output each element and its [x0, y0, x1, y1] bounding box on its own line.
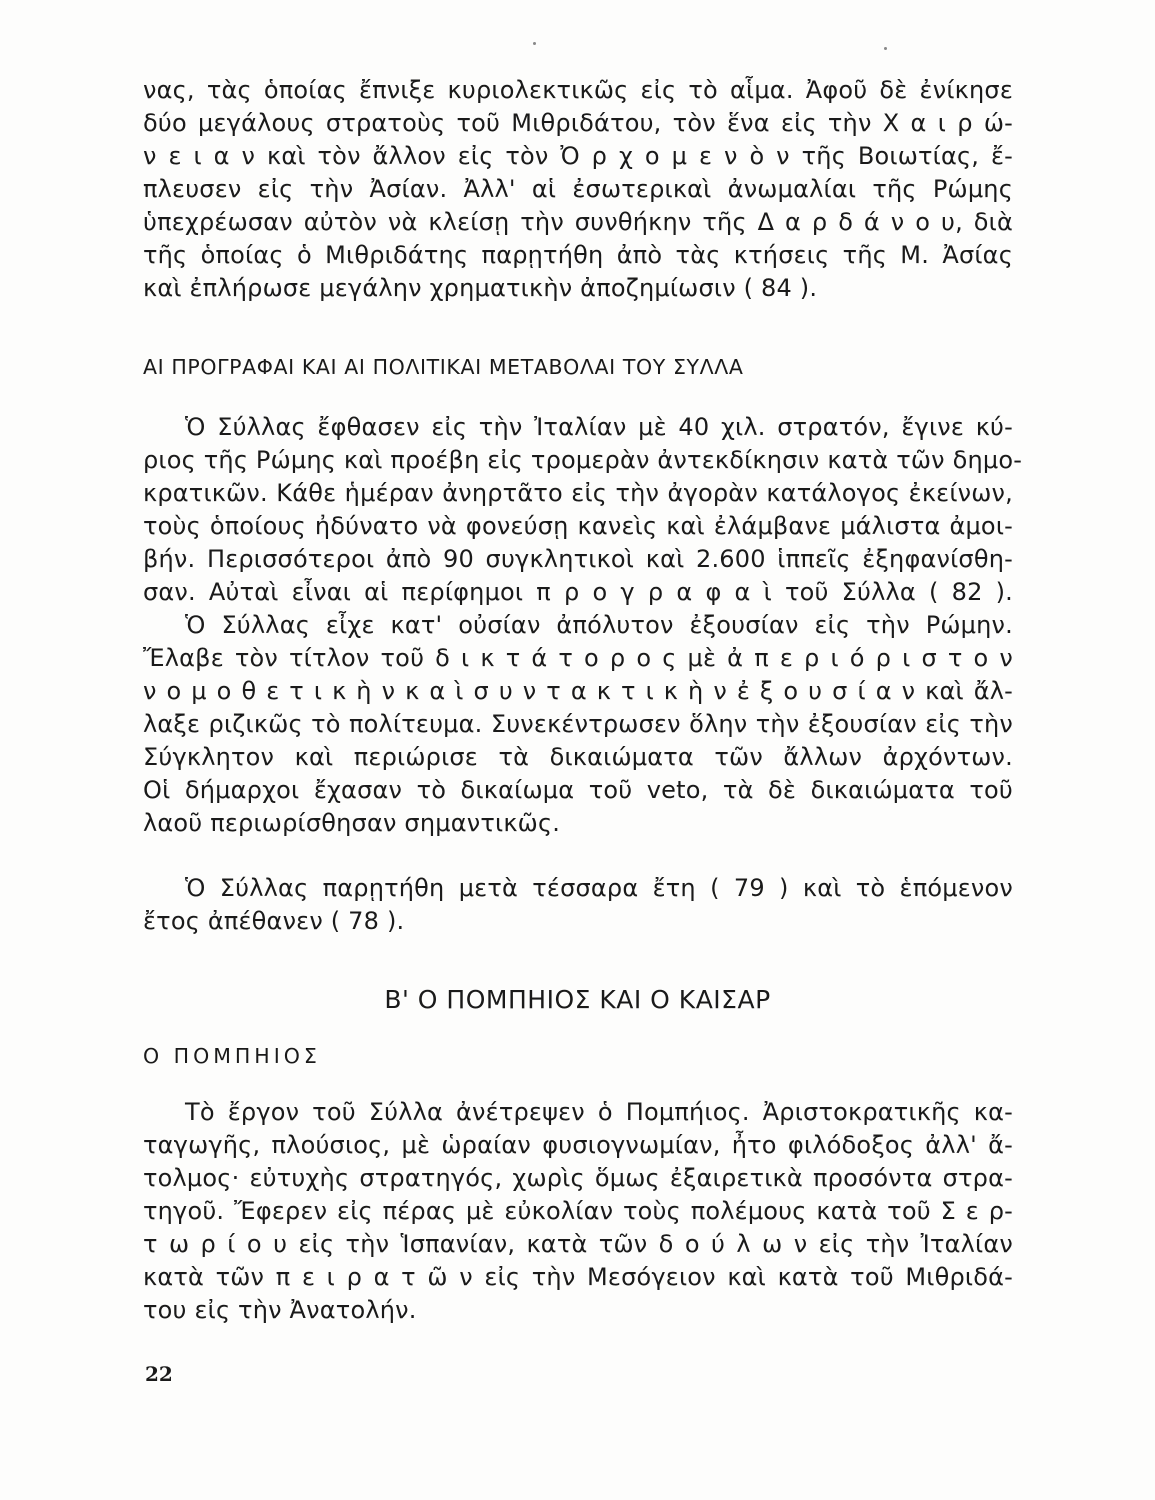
text-line: ν ο μ ο θ ε τ ι κ ὴ ν κ α ὶ σ υ ν τ α κ τ ι κ ὴ ν ἐ ξ ο υ σ ί α ν καὶ ἄλ- — [143, 677, 1013, 705]
print-speck — [533, 42, 536, 45]
text-line: ριος τῆς Ρώμης καὶ προέβη εἰς τρομερὰν ἀντεκδίκησιν κατὰ τῶν δημο- — [143, 446, 1023, 474]
text-line: ταγωγῆς, πλούσιος, μὲ ὡραίαν φυσιογνωμίαν, ἦτο φιλόδοξος ἀλλ' ἄ- — [143, 1131, 1013, 1159]
text-line: του εἰς τὴν Ἀνατολήν. — [143, 1296, 417, 1324]
page-number: 22 — [145, 1362, 173, 1386]
text-line: σαν. Αὐταὶ εἶναι αἱ περίφημοι π ρ ο γ ρ α φ α ὶ τοῦ Σύλλα ( 82 ). — [143, 578, 1013, 606]
text-line: τῆς ὁποίας ὁ Μιθριδάτης παρῃτήθη ἀπὸ τὰς κτήσεις τῆς Μ. Ἀσίας — [143, 241, 1013, 269]
text-line: Τὸ ἔργον τοῦ Σύλλα ἀνέτρεψεν ὁ Πομπήιος. Ἀριστοκρατικῆς κα- — [185, 1098, 1013, 1126]
text-line: ὑπεχρέωσαν αὐτὸν νὰ κλείσῃ τὴν συνθήκην τῆς Δ α ρ δ ά ν ο υ, διὰ — [143, 208, 1013, 236]
paragraph-dictatorship — [143, 609, 1013, 840]
text-line: βήν. Περισσότεροι ἀπὸ 90 συγκλητικοὶ καὶ 2.600 ἱππεῖς ἐξηφανίσθη- — [143, 545, 1013, 573]
text-line: κρατικῶν. Κάθε ἡμέραν ἀνηρτᾶτο εἰς τὴν ἀγορὰν κατάλογος ἐκείνων, — [143, 479, 1013, 507]
text-line: δύο μεγάλους στρατοὺς τοῦ Μιθριδάτου, τὸν ἕνα εἰς τὴν Χ α ι ρ ώ- — [143, 109, 1013, 137]
text-line: λαοῦ περιωρίσθησαν σημαντικῶς. — [143, 809, 561, 837]
text-line: πλευσεν εἰς τὴν Ἀσίαν. Ἀλλ' αἱ ἐσωτερικαὶ ἀνωμαλίαι τῆς Ρώμης — [143, 175, 1013, 203]
paragraph-abdication — [143, 872, 1013, 938]
paragraph-pompey — [143, 1096, 1013, 1327]
text-line: Ὁ Σύλλας ἔφθασεν εἰς τὴν Ἰταλίαν μὲ 40 χιλ. στρατόν, ἔγινε κύ- — [185, 413, 1013, 441]
print-speck — [884, 47, 887, 50]
section-heading-pompey: Ο ΠΟΜΠΗΙΟΣ — [143, 1044, 321, 1068]
text-line: τ ω ρ ί ο υ εἰς τὴν Ἱσπανίαν, κατὰ τῶν δ ο ύ λ ω ν εἰς τὴν Ἰταλίαν — [143, 1230, 1013, 1258]
section-heading-proscriptions: ΑΙ ΠΡΟΓΡΑΦΑΙ ΚΑΙ ΑΙ ΠΟΛΙΤΙΚΑΙ ΜΕΤΑΒΟΛΑΙ ΤΟΥ ΣΥΛΛΑ — [143, 355, 744, 379]
text-line: νας, τὰς ὁποίας ἔπνιξε κυριολεκτικῶς εἰς τὸ αἷμα. Ἀφοῦ δὲ ἐνίκησε — [143, 76, 1013, 104]
text-line: τοὺς ὁποίους ἠδύνατο νὰ φονεύσῃ κανεὶς καὶ ἐλάμβανε μάλιστα ἀμοι- — [143, 512, 1013, 540]
text-line: λαξε ριζικῶς τὸ πολίτευμα. Συνεκέντρωσεν ὅλην τὴν ἐξουσίαν εἰς τὴν — [143, 710, 1013, 738]
text-line: ν ε ι α ν καὶ τὸν ἄλλον εἰς τὸν Ὀ ρ χ ο μ ε ν ὸ ν τῆς Βοιωτίας, ἔ- — [143, 142, 1013, 170]
chapter-heading: Β' Ο ΠΟΜΠΗΙΟΣ ΚΑΙ Ο ΚΑΙΣΑΡ — [384, 985, 771, 1014]
text-line: τολμος· εὐτυχὴς στρατηγός, χωρὶς ὅμως ἐξαιρετικὰ προσόντα στρα- — [143, 1164, 1013, 1192]
text-line: Ὁ Σύλλας εἶχε κατ' οὐσίαν ἀπόλυτον ἐξουσίαν εἰς τὴν Ρώμην. — [185, 611, 1013, 639]
text-line: Σύγκλητον καὶ περιώρισε τὰ δικαιώματα τῶν ἄλλων ἀρχόντων. — [143, 743, 1013, 771]
paragraph-proscriptions — [143, 411, 1023, 609]
text-line: Οἱ δήμαρχοι ἔχασαν τὸ δικαίωμα τοῦ veto, τὰ δὲ δικαιώματα τοῦ — [143, 776, 1013, 804]
text-line: Ἔλαβε τὸν τίτλον τοῦ δ ι κ τ ά τ ο ρ ο ς μὲ ἀ π ε ρ ι ό ρ ι σ τ ο ν — [143, 644, 1013, 672]
text-line: κατὰ τῶν π ε ι ρ α τ ῶ ν εἰς τὴν Μεσόγειον καὶ κατὰ τοῦ Μιθριδά- — [143, 1263, 1013, 1291]
text-line: ἔτος ἀπέθανεν ( 78 ). — [143, 907, 405, 935]
paragraph-sulla-mithridates — [143, 74, 1013, 305]
text-line: καὶ ἐπλήρωσε μεγάλην χρηματικὴν ἀποζημίωσιν ( 84 ). — [143, 274, 818, 302]
text-line: Ὁ Σύλλας παρῃτήθη μετὰ τέσσαρα ἔτη ( 79 ) καὶ τὸ ἑπόμενον — [185, 874, 1013, 902]
text-line: τηγοῦ. Ἔφερεν εἰς πέρας μὲ εὐκολίαν τοὺς πολέμους κατὰ τοῦ Σ ε ρ- — [143, 1197, 1013, 1225]
